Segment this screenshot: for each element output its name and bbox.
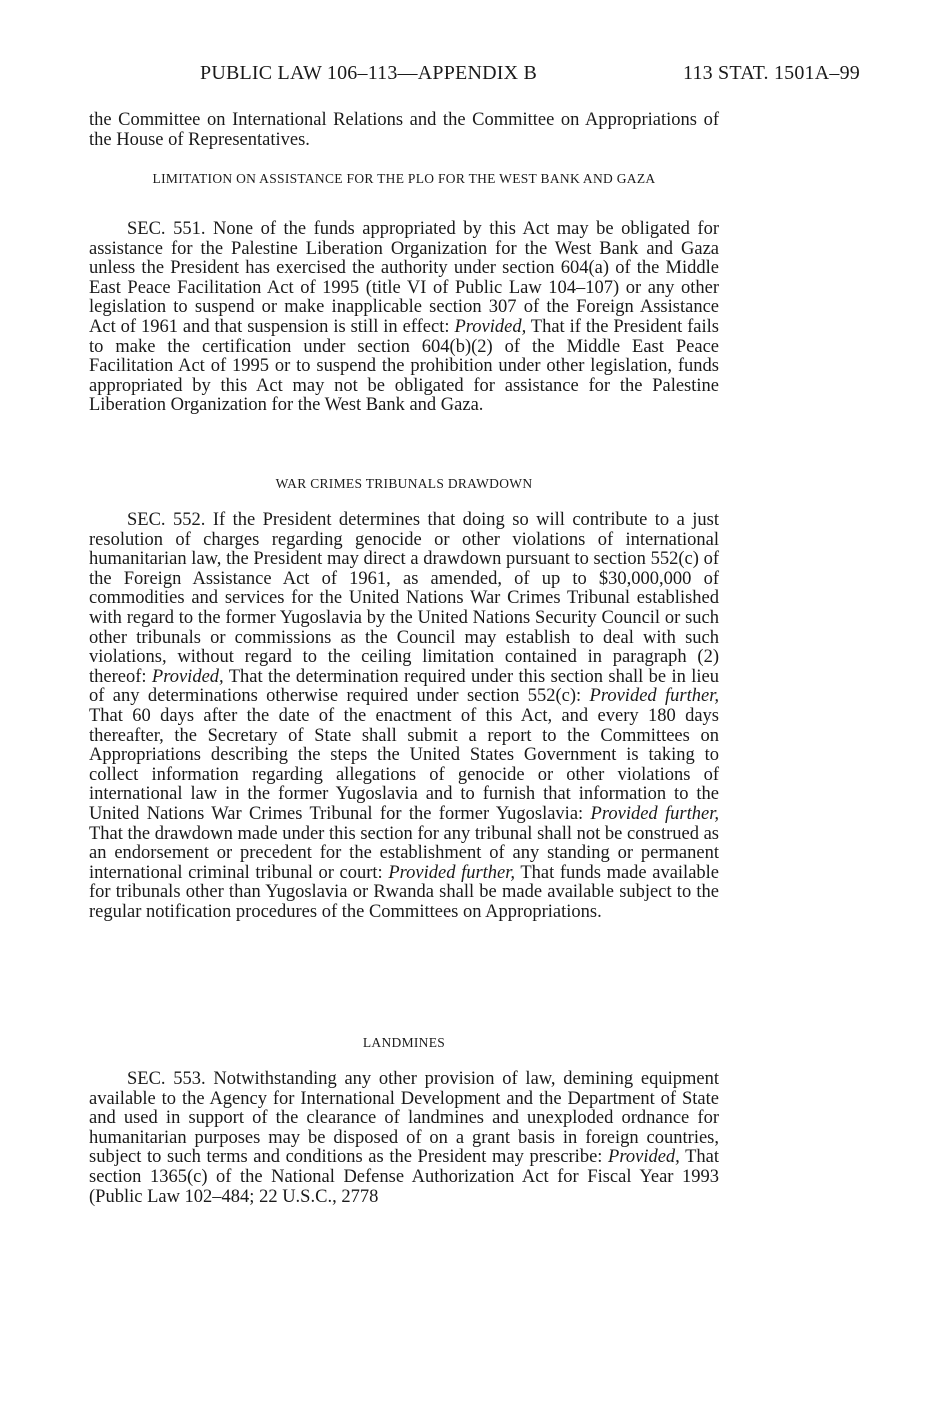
- section-553-paragraph: SEC. 553. Notwithstanding any other provision of law, demining equipment available to the Agency for International Development and the Department of State and used in support of the clearance of landmines and unexploded ordnance for humanitarian purposes may be disposed of on a grant basis in foreign countries, subject to such terms and conditions as the President may prescribe: Provided, That section 1365(c) of the National Defense Authorization Act for Fiscal Year 1993 (Public Law 102–484; 22 U.S.C., 2778: [89, 1069, 720, 1207]
- header-law-title: PUBLIC LAW 106–113—APPENDIX B: [200, 62, 537, 84]
- section-552-body: [89, 511, 719, 922]
- section-552-paragraph: SEC. 552. If the President determines that doing so will contribute to a just resolution of charges regarding genocide or other violations of international humanitarian law, the President may direct a drawdown pursuant to section 552(c) of the Foreign Assistance Act of 1961, as amended, of up to $30,000,000 of commodities and services for the United Nations War Crimes Tribunal established with regard to the former Yugoslavia by the United Nations Security Council or such other tribunals or commissions as the Council may establish to deal with such violations, without regard to the ceiling limitation contained in paragraph (2) thereof: Provided, That the determination required under this section shall be in lieu of any determinations otherwise required under section 552(c): Provided further, That 60 days after the date of the enactment of this Act, and every 180 days thereafter, the Secretary of State shall submit a report to the Committees on Appropriations describing the steps the United States Government is taking to collect information regarding allegations of genocide or other violations of international law in the former Yugoslavia and to furnish that information to the United Nations War Crimes Tribunal for the former Yugoslavia: Provided further, That the drawdown made under this section for any tribunal shall not be construed as an endorsement or precedent for the establishment of any standing or permanent international criminal tribunal or court: Provided further, That funds made available for tribunals other than Yugoslavia or Rwanda shall be made available subject to the regular notification procedures of the Committees on Appropriations.: [89, 510, 720, 922]
- intro-paragraph: [89, 111, 719, 150]
- section-551-label: SEC. 551.: [127, 219, 206, 239]
- section-551-body: [89, 220, 719, 416]
- section-551-heading: LIMITATION ON ASSISTANCE FOR THE PLO FOR THE WEST BANK AND GAZA: [152, 171, 656, 186]
- section-551-paragraph: SEC. 551. None of the funds appropriated by this Act may be obligated for assistance for the Palestine Liberation Organization for the West Bank and Gaza unless the President has exercised the authority under section 604(a) of the Middle East Peace Facilitation Act of 1995 (title VI of Public Law 104–107) or any other legislation to suspend or make inapplicable section 307 of the Foreign Assistance Act of 1961 and that suspension is still in effect: Provided, That if the President fails to make the certification under section 604(b)(2) of the Middle East Peace Facilitation Act of 1995 or to suspend the prohibition under other legislation, funds appropriated by this Act may not be obligated for assistance for the Palestine Liberation Organization for the West Bank and Gaza.: [89, 219, 720, 416]
- section-552-heading: WAR CRIMES TRIBUNALS DRAWDOWN: [275, 476, 533, 491]
- section-553-label: SEC. 553.: [127, 1069, 206, 1089]
- section-553-heading: LANDMINES: [362, 1035, 446, 1050]
- section-552-label: SEC. 552.: [127, 510, 206, 530]
- intro-text: the Committee on International Relations and the Committee on Appropriations of the House of Representatives.: [89, 110, 719, 150]
- section-553-body: [89, 1070, 719, 1207]
- header-stat-page: 113 STAT. 1501A–99: [683, 62, 860, 84]
